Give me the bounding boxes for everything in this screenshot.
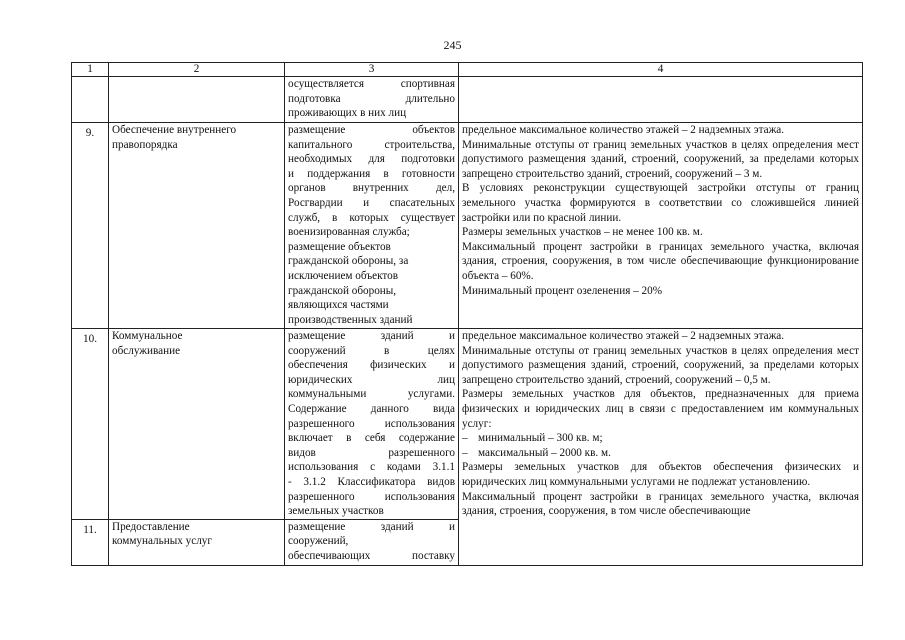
table-row: [72, 77, 863, 123]
row-name: Предоставление коммунальных услуг: [109, 519, 285, 565]
page-number: 245: [443, 38, 462, 52]
row-number: 9.: [72, 123, 109, 329]
row-parameters: предельное максимальное количество этажей – 2 надземных этажа. Минимальные отступы от границ земельных участков в целях определения мест допустимого размещения зданий, строений, сооружений, за пределами которых запрещено строительство зданий, строений, сооружений – 3 м. В условиях реконструкции существующей застройки отступы от границ земельного участка формируются в соответствии со сложившейся линией застройки или по красной линии. Размеры земельных участков – не менее 100 кв. м. Максимальный процент застройки в границах земельного участка, включая здания, строения, сооружения, в том числе обеспечивающие функционирование объекта – 60%. Минимальный процент озеленения – 20%: [459, 123, 863, 329]
list-item: – максимальный – 2000 кв. м.: [462, 446, 611, 459]
row-name: [109, 77, 285, 123]
row-number: 11.: [72, 519, 109, 565]
row-number: [72, 77, 109, 123]
regulations-table: [71, 62, 863, 566]
header-col-2: 2: [109, 63, 285, 77]
row-description: размещение зданий и сооружений, обеспечивающих поставку: [285, 519, 459, 565]
row-number: 10.: [72, 329, 109, 520]
list-item: – минимальный – 300 кв. м;: [462, 432, 603, 445]
header-col-3: 3: [285, 63, 459, 77]
row-description: размещение зданий и сооружений в целях обеспечения физических и юридических лиц коммунальными услугами. Содержание данного вида разрешенного использования включает в себя содержание видов разрешенного использования с кодами 3.1.1 - 3.1.2 Классификатора видов разрешенного использования земельных участков: [285, 329, 459, 520]
row-name: Коммунальное обслуживание: [109, 329, 285, 520]
header-col-1: 1: [72, 63, 109, 77]
header-row: [72, 63, 863, 77]
header-col-4: 4: [459, 63, 863, 77]
row-parameters: [459, 77, 863, 123]
row-description: осуществляется спортивная подготовка длительно проживающих в них лиц: [285, 77, 459, 123]
row-description: размещение объектов капитального строительства, необходимых для подготовки и поддержания в готовности органов внутренних дел, Росгвардии и спасательных служб, в которых существует военизированная служба; размещение объектов гражданской обороны, за исключением объектов гражданской обороны, являющихся частями производственных зданий: [285, 123, 459, 329]
table-row: [72, 123, 863, 329]
table-row: [72, 329, 863, 520]
row-parameters: предельное максимальное количество этажей – 2 надземных этажа. Минимальные отступы от границ земельных участков в целях определения мест допустимого размещения зданий, строений, сооружений, за пределами которых запрещено строительство зданий, строений, сооружений – 0,5 м. Размеры земельных участков для объектов, предназначенных для приема физических и юридических лиц в связи с предоставлением им коммунальных услуг: – минимальный – 300 кв. м; – максимальный – 2000 кв. м. Размеры земельных участков для объектов обеспечения физических и юридических лиц коммунальными услугами не подлежат установлению. Максимальный процент застройки в границах земельного участка, включая здания, строения, сооружения, в том числе обеспечивающие: [459, 329, 863, 566]
row-name: Обеспечение внутреннего правопорядка: [109, 123, 285, 329]
